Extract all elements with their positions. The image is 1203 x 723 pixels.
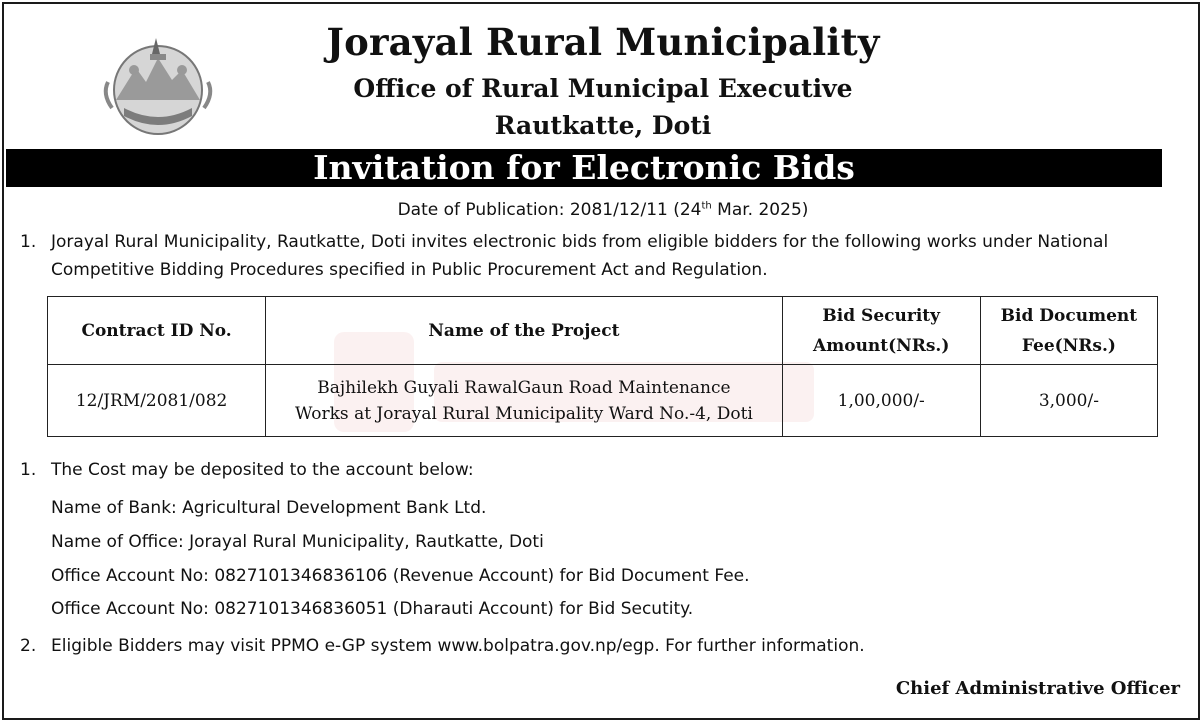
doc-fee-header: Bid Document Fee(NRs.) [980, 297, 1157, 365]
contract-id-header: Contract ID No. [48, 297, 266, 365]
deposit-intro: The Cost may be deposited to the account below: [51, 460, 474, 480]
revenue-account-line: Office Account No: 0827101346836106 (Revenue Account) for Bid Document Fee. [51, 566, 750, 586]
bids-table [47, 296, 1158, 437]
egp-info-line: Eligible Bidders may visit PPMO e-GP system www.bolpatra.gov.np/egp. For further information. [51, 636, 865, 656]
contract-id-cell: 12/JRM/2081/082 [48, 365, 266, 437]
project-name-header: Name of the Project [266, 297, 782, 365]
publication-date: Date of Publication: 2081/12/11 (24th Mar. 2025) [397, 200, 809, 220]
notice-page [2, 2, 1200, 720]
dharauti-account-line: Office Account No: 0827101346836051 (Dharauti Account) for Bid Secutity. [51, 599, 694, 619]
office-name-line: Name of Office: Jorayal Rural Municipality, Rautkatte, Doti [51, 532, 544, 552]
invitation-paragraph: Jorayal Rural Municipality, Rautkatte, Doti invites electronic bids from eligible bidders for the following works under National Competitive Bidding Procedures specified in Public Procurement Act and Regulation. [51, 232, 1109, 280]
location-subtitle: Rautkatte, Doti [494, 111, 712, 140]
bid-security-header: Bid Security Amount(NRs.) [782, 297, 980, 365]
bank-name-line: Name of Bank: Agricultural Development Bank Ltd. [51, 498, 487, 518]
table-row [48, 365, 1158, 437]
project-name-cell: Bajhilekh Guyali RawalGaun Road Maintenance Works at Jorayal Rural Municipality Ward No.-4, Doti [266, 365, 782, 437]
doc-fee-cell: 3,000/- [980, 365, 1157, 437]
table-header-row [48, 297, 1158, 365]
bid-security-cell: 1,00,000/- [782, 365, 980, 437]
municipality-title: Jorayal Rural Municipality [326, 20, 880, 64]
invitation-banner: Invitation for Electronic Bids [6, 149, 1162, 187]
signature-title: Chief Administrative Officer [895, 678, 1180, 699]
item-number: 2. [20, 636, 37, 656]
item-number: 1. [20, 232, 37, 252]
item-number: 1. [20, 460, 37, 480]
office-subtitle: Office of Rural Municipal Executive [353, 74, 853, 103]
